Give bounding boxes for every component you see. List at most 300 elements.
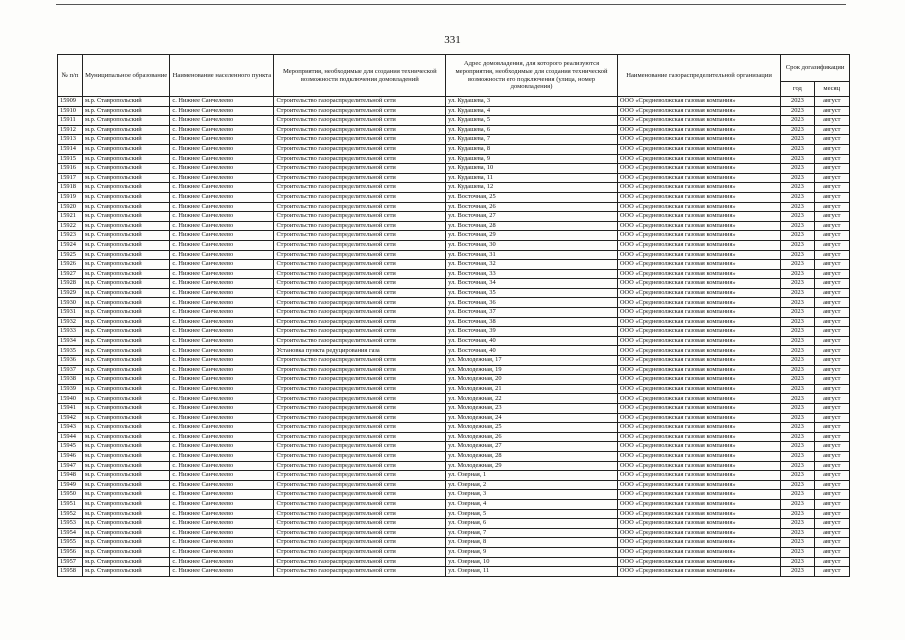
address-cell: ул. Озерная, 2 xyxy=(446,480,618,490)
table-row xyxy=(58,173,850,183)
table-row xyxy=(58,538,850,548)
settlement-cell: с. Нижнее Санчелеево xyxy=(170,538,274,548)
year-cell: 2023 xyxy=(781,413,814,423)
year-cell: 2023 xyxy=(781,499,814,509)
year-cell: 2023 xyxy=(781,557,814,567)
address-cell: ул. Восточная, 40 xyxy=(446,336,618,346)
measure-cell: Строительство газораспределительной сети xyxy=(274,547,446,557)
organization-cell: ООО «Средневолжская газовая компания» xyxy=(617,202,780,212)
address-cell: ул. Молодежная, 29 xyxy=(446,461,618,471)
month-cell: август xyxy=(814,125,849,135)
municipality-cell: м.р. Ставропольский xyxy=(82,116,169,126)
header-num: № п/п xyxy=(58,55,83,97)
table-row xyxy=(58,135,850,145)
table-row xyxy=(58,279,850,289)
year-cell: 2023 xyxy=(781,356,814,366)
measure-cell: Строительство газораспределительной сети xyxy=(274,413,446,423)
organization-cell: ООО «Средневолжская газовая компания» xyxy=(617,490,780,500)
settlement-cell: с. Нижнее Санчелеево xyxy=(170,202,274,212)
measure-cell: Строительство газораспределительной сети xyxy=(274,423,446,433)
measure-cell: Строительство газораспределительной сети xyxy=(274,567,446,577)
municipality-cell: м.р. Ставропольский xyxy=(82,538,169,548)
month-cell: август xyxy=(814,547,849,557)
row-number: 15920 xyxy=(58,202,83,212)
organization-cell: ООО «Средневолжская газовая компания» xyxy=(617,346,780,356)
month-cell: август xyxy=(814,461,849,471)
address-cell: ул. Озерная, 9 xyxy=(446,547,618,557)
address-cell: ул. Озерная, 7 xyxy=(446,528,618,538)
year-cell: 2023 xyxy=(781,202,814,212)
table-row xyxy=(58,528,850,538)
year-cell: 2023 xyxy=(781,490,814,500)
address-cell: ул. Молодежная, 19 xyxy=(446,365,618,375)
municipality-cell: м.р. Ставропольский xyxy=(82,365,169,375)
address-cell: ул. Восточная, 26 xyxy=(446,202,618,212)
settlement-cell: с. Нижнее Санчелеево xyxy=(170,260,274,270)
table-row xyxy=(58,221,850,231)
year-cell: 2023 xyxy=(781,384,814,394)
table-row xyxy=(58,154,850,164)
month-cell: август xyxy=(814,432,849,442)
row-number: 15935 xyxy=(58,346,83,356)
row-number: 15949 xyxy=(58,480,83,490)
settlement-cell: с. Нижнее Санчелеево xyxy=(170,404,274,414)
measure-cell: Строительство газораспределительной сети xyxy=(274,279,446,289)
measure-cell: Строительство газораспределительной сети xyxy=(274,173,446,183)
row-number: 15938 xyxy=(58,375,83,385)
table-row xyxy=(58,356,850,366)
organization-cell: ООО «Средневолжская газовая компания» xyxy=(617,279,780,289)
measure-cell: Строительство газораспределительной сети xyxy=(274,288,446,298)
year-cell: 2023 xyxy=(781,260,814,270)
organization-cell: ООО «Средневолжская газовая компания» xyxy=(617,183,780,193)
table-row xyxy=(58,365,850,375)
settlement-cell: с. Нижнее Санчелеево xyxy=(170,308,274,318)
table-row xyxy=(58,183,850,193)
year-cell: 2023 xyxy=(781,135,814,145)
municipality-cell: м.р. Ставропольский xyxy=(82,317,169,327)
month-cell: август xyxy=(814,557,849,567)
settlement-cell: с. Нижнее Санчелеево xyxy=(170,279,274,289)
row-number: 15917 xyxy=(58,173,83,183)
municipality-cell: м.р. Ставропольский xyxy=(82,375,169,385)
settlement-cell: с. Нижнее Санчелеево xyxy=(170,183,274,193)
address-cell: ул. Восточная, 30 xyxy=(446,240,618,250)
municipality-cell: м.р. Ставропольский xyxy=(82,164,169,174)
municipality-cell: м.р. Ставропольский xyxy=(82,144,169,154)
settlement-cell: с. Нижнее Санчелеево xyxy=(170,471,274,481)
measure-cell: Строительство газораспределительной сети xyxy=(274,356,446,366)
table-row xyxy=(58,308,850,318)
row-number: 15914 xyxy=(58,144,83,154)
organization-cell: ООО «Средневолжская газовая компания» xyxy=(617,356,780,366)
table-row xyxy=(58,97,850,107)
address-cell: ул. Озерная, 6 xyxy=(446,519,618,529)
municipality-cell: м.р. Ставропольский xyxy=(82,279,169,289)
measure-cell: Строительство газораспределительной сети xyxy=(274,327,446,337)
row-number: 15916 xyxy=(58,164,83,174)
settlement-cell: с. Нижнее Санчелеево xyxy=(170,519,274,529)
measure-cell: Строительство газораспределительной сети xyxy=(274,509,446,519)
month-cell: август xyxy=(814,356,849,366)
municipality-cell: м.р. Ставропольский xyxy=(82,509,169,519)
month-cell: август xyxy=(814,394,849,404)
organization-cell: ООО «Средневолжская газовая компания» xyxy=(617,260,780,270)
measure-cell: Строительство газораспределительной сети xyxy=(274,240,446,250)
table-row xyxy=(58,298,850,308)
address-cell: ул. Озерная, 1 xyxy=(446,471,618,481)
municipality-cell: м.р. Ставропольский xyxy=(82,125,169,135)
month-cell: август xyxy=(814,480,849,490)
municipality-cell: м.р. Ставропольский xyxy=(82,423,169,433)
row-number: 15944 xyxy=(58,432,83,442)
measure-cell: Строительство газораспределительной сети xyxy=(274,519,446,529)
header-measures: Мероприятия, необходимые для создания технической возможности подключения домовладений xyxy=(274,55,446,97)
year-cell: 2023 xyxy=(781,538,814,548)
municipality-cell: м.р. Ставропольский xyxy=(82,173,169,183)
month-cell: август xyxy=(814,231,849,241)
settlement-cell: с. Нижнее Санчелеево xyxy=(170,442,274,452)
municipality-cell: м.р. Ставропольский xyxy=(82,269,169,279)
table-row xyxy=(58,471,850,481)
address-cell: ул. Восточная, 37 xyxy=(446,308,618,318)
municipality-cell: м.р. Ставропольский xyxy=(82,528,169,538)
row-number: 15939 xyxy=(58,384,83,394)
row-number: 15925 xyxy=(58,250,83,260)
month-cell: август xyxy=(814,298,849,308)
organization-cell: ООО «Средневолжская газовая компания» xyxy=(617,327,780,337)
row-number: 15955 xyxy=(58,538,83,548)
organization-cell: ООО «Средневолжская газовая компания» xyxy=(617,288,780,298)
address-cell: ул. Молодежная, 24 xyxy=(446,413,618,423)
measure-cell: Строительство газораспределительной сети xyxy=(274,308,446,318)
month-cell: август xyxy=(814,499,849,509)
address-cell: ул. Кудашева, 3 xyxy=(446,97,618,107)
row-number: 15954 xyxy=(58,528,83,538)
month-cell: август xyxy=(814,327,849,337)
organization-cell: ООО «Средневолжская газовая компания» xyxy=(617,308,780,318)
row-number: 15931 xyxy=(58,308,83,318)
month-cell: август xyxy=(814,384,849,394)
municipality-cell: м.р. Ставропольский xyxy=(82,404,169,414)
year-cell: 2023 xyxy=(781,528,814,538)
settlement-cell: с. Нижнее Санчелеево xyxy=(170,356,274,366)
address-cell: ул. Восточная, 39 xyxy=(446,327,618,337)
measure-cell: Строительство газораспределительной сети xyxy=(274,154,446,164)
table-row xyxy=(58,202,850,212)
settlement-cell: с. Нижнее Санчелеево xyxy=(170,154,274,164)
year-cell: 2023 xyxy=(781,279,814,289)
municipality-cell: м.р. Ставропольский xyxy=(82,106,169,116)
header-settlement: Наименование населенного пункта xyxy=(170,55,274,97)
year-cell: 2023 xyxy=(781,288,814,298)
measure-cell: Строительство газораспределительной сети xyxy=(274,231,446,241)
measure-cell: Строительство газораспределительной сети xyxy=(274,260,446,270)
settlement-cell: с. Нижнее Санчелеево xyxy=(170,499,274,509)
month-cell: август xyxy=(814,423,849,433)
row-number: 15934 xyxy=(58,336,83,346)
settlement-cell: с. Нижнее Санчелеево xyxy=(170,116,274,126)
address-cell: ул. Озерная, 11 xyxy=(446,567,618,577)
measure-cell: Строительство газораспределительной сети xyxy=(274,202,446,212)
row-number: 15948 xyxy=(58,471,83,481)
year-cell: 2023 xyxy=(781,327,814,337)
month-cell: август xyxy=(814,269,849,279)
year-cell: 2023 xyxy=(781,231,814,241)
year-cell: 2023 xyxy=(781,461,814,471)
organization-cell: ООО «Средневолжская газовая компания» xyxy=(617,480,780,490)
organization-cell: ООО «Средневолжская газовая компания» xyxy=(617,404,780,414)
organization-cell: ООО «Средневолжская газовая компания» xyxy=(617,519,780,529)
municipality-cell: м.р. Ставропольский xyxy=(82,346,169,356)
table-row xyxy=(58,240,850,250)
header-address: Адрес домовладения, для которого реализуются мероприятия, необходимые для создания технической возможности его подключения (улица, номер домовладения) xyxy=(446,55,618,97)
settlement-cell: с. Нижнее Санчелеево xyxy=(170,164,274,174)
month-cell: август xyxy=(814,336,849,346)
row-number: 15913 xyxy=(58,135,83,145)
settlement-cell: с. Нижнее Санчелеево xyxy=(170,97,274,107)
municipality-cell: м.р. Ставропольский xyxy=(82,288,169,298)
month-cell: август xyxy=(814,451,849,461)
table-row xyxy=(58,394,850,404)
settlement-cell: с. Нижнее Санчелеево xyxy=(170,221,274,231)
municipality-cell: м.р. Ставропольский xyxy=(82,260,169,270)
settlement-cell: с. Нижнее Санчелеево xyxy=(170,567,274,577)
measure-cell: Строительство газораспределительной сети xyxy=(274,471,446,481)
month-cell: август xyxy=(814,519,849,529)
year-cell: 2023 xyxy=(781,183,814,193)
measure-cell: Установка пункта редуцирования газа xyxy=(274,346,446,356)
organization-cell: ООО «Средневолжская газовая компания» xyxy=(617,538,780,548)
year-cell: 2023 xyxy=(781,212,814,222)
organization-cell: ООО «Средневолжская газовая компания» xyxy=(617,432,780,442)
settlement-cell: с. Нижнее Санчелеево xyxy=(170,327,274,337)
year-cell: 2023 xyxy=(781,442,814,452)
settlement-cell: с. Нижнее Санчелеево xyxy=(170,173,274,183)
organization-cell: ООО «Средневолжская газовая компания» xyxy=(617,164,780,174)
table-row xyxy=(58,490,850,500)
month-cell: август xyxy=(814,279,849,289)
organization-cell: ООО «Средневолжская газовая компания» xyxy=(617,154,780,164)
municipality-cell: м.р. Ставропольский xyxy=(82,183,169,193)
municipality-cell: м.р. Ставропольский xyxy=(82,202,169,212)
row-number: 15946 xyxy=(58,451,83,461)
municipality-cell: м.р. Ставропольский xyxy=(82,557,169,567)
month-cell: август xyxy=(814,308,849,318)
row-number: 15929 xyxy=(58,288,83,298)
row-number: 15915 xyxy=(58,154,83,164)
address-cell: ул. Восточная, 33 xyxy=(446,269,618,279)
month-cell: август xyxy=(814,260,849,270)
municipality-cell: м.р. Ставропольский xyxy=(82,135,169,145)
address-cell: ул. Озерная, 4 xyxy=(446,499,618,509)
month-cell: август xyxy=(814,528,849,538)
address-cell: ул. Молодежная, 25 xyxy=(446,423,618,433)
address-cell: ул. Кудашева, 5 xyxy=(446,116,618,126)
organization-cell: ООО «Средневолжская газовая компания» xyxy=(617,317,780,327)
address-cell: ул. Восточная, 25 xyxy=(446,192,618,202)
address-cell: ул. Кудашева, 11 xyxy=(446,173,618,183)
month-cell: август xyxy=(814,202,849,212)
month-cell: август xyxy=(814,471,849,481)
municipality-cell: м.р. Ставропольский xyxy=(82,327,169,337)
row-number: 15945 xyxy=(58,442,83,452)
measure-cell: Строительство газораспределительной сети xyxy=(274,221,446,231)
organization-cell: ООО «Средневолжская газовая компания» xyxy=(617,116,780,126)
municipality-cell: м.р. Ставропольский xyxy=(82,308,169,318)
table-row xyxy=(58,327,850,337)
organization-cell: ООО «Средневолжская газовая компания» xyxy=(617,269,780,279)
organization-cell: ООО «Средневолжская газовая компания» xyxy=(617,413,780,423)
organization-cell: ООО «Средневолжская газовая компания» xyxy=(617,212,780,222)
table-row xyxy=(58,519,850,529)
row-number: 15928 xyxy=(58,279,83,289)
address-cell: ул. Озерная, 3 xyxy=(446,490,618,500)
settlement-cell: с. Нижнее Санчелеево xyxy=(170,557,274,567)
settlement-cell: с. Нижнее Санчелеево xyxy=(170,192,274,202)
organization-cell: ООО «Средневолжская газовая компания» xyxy=(617,365,780,375)
year-cell: 2023 xyxy=(781,116,814,126)
measure-cell: Строительство газораспределительной сети xyxy=(274,116,446,126)
month-cell: август xyxy=(814,183,849,193)
year-cell: 2023 xyxy=(781,125,814,135)
row-number: 15926 xyxy=(58,260,83,270)
organization-cell: ООО «Средневолжская газовая компания» xyxy=(617,192,780,202)
table-row xyxy=(58,346,850,356)
settlement-cell: с. Нижнее Санчелеево xyxy=(170,269,274,279)
address-cell: ул. Кудашева, 12 xyxy=(446,183,618,193)
address-cell: ул. Кудашева, 4 xyxy=(446,106,618,116)
table-row xyxy=(58,567,850,577)
row-number: 15933 xyxy=(58,327,83,337)
municipality-cell: м.р. Ставропольский xyxy=(82,394,169,404)
organization-cell: ООО «Средневолжская газовая компания» xyxy=(617,298,780,308)
organization-cell: ООО «Средневолжская газовая компания» xyxy=(617,231,780,241)
month-cell: август xyxy=(814,97,849,107)
settlement-cell: с. Нижнее Санчелеево xyxy=(170,384,274,394)
settlement-cell: с. Нижнее Санчелеево xyxy=(170,231,274,241)
municipality-cell: м.р. Ставропольский xyxy=(82,336,169,346)
year-cell: 2023 xyxy=(781,547,814,557)
year-cell: 2023 xyxy=(781,336,814,346)
organization-cell: ООО «Средневолжская газовая компания» xyxy=(617,173,780,183)
municipality-cell: м.р. Ставропольский xyxy=(82,192,169,202)
municipality-cell: м.р. Ставропольский xyxy=(82,298,169,308)
month-cell: август xyxy=(814,413,849,423)
organization-cell: ООО «Средневолжская газовая компания» xyxy=(617,461,780,471)
settlement-cell: с. Нижнее Санчелеево xyxy=(170,212,274,222)
settlement-cell: с. Нижнее Санчелеево xyxy=(170,413,274,423)
settlement-cell: с. Нижнее Санчелеево xyxy=(170,528,274,538)
organization-cell: ООО «Средневолжская газовая компания» xyxy=(617,384,780,394)
settlement-cell: с. Нижнее Санчелеево xyxy=(170,451,274,461)
settlement-cell: с. Нижнее Санчелеево xyxy=(170,365,274,375)
organization-cell: ООО «Средневолжская газовая компания» xyxy=(617,423,780,433)
address-cell: ул. Озерная, 8 xyxy=(446,538,618,548)
address-cell: ул. Кудашева, 10 xyxy=(446,164,618,174)
settlement-cell: с. Нижнее Санчелеево xyxy=(170,432,274,442)
month-cell: август xyxy=(814,509,849,519)
table-row xyxy=(58,260,850,270)
municipality-cell: м.р. Ставропольский xyxy=(82,480,169,490)
row-number: 15937 xyxy=(58,365,83,375)
organization-cell: ООО «Средневолжская газовая компания» xyxy=(617,221,780,231)
municipality-cell: м.р. Ставропольский xyxy=(82,519,169,529)
address-cell: ул. Озерная, 5 xyxy=(446,509,618,519)
month-cell: август xyxy=(814,173,849,183)
address-cell: ул. Восточная, 31 xyxy=(446,250,618,260)
row-number: 15911 xyxy=(58,116,83,126)
row-number: 15936 xyxy=(58,356,83,366)
organization-cell: ООО «Средневолжская газовая компания» xyxy=(617,106,780,116)
organization-cell: ООО «Средневолжская газовая компания» xyxy=(617,471,780,481)
year-cell: 2023 xyxy=(781,298,814,308)
row-number: 15956 xyxy=(58,547,83,557)
year-cell: 2023 xyxy=(781,423,814,433)
month-cell: август xyxy=(814,212,849,222)
header-organization: Наименование газораспределительной организации xyxy=(617,55,780,97)
measure-cell: Строительство газораспределительной сети xyxy=(274,125,446,135)
organization-cell: ООО «Средневолжская газовая компания» xyxy=(617,509,780,519)
year-cell: 2023 xyxy=(781,240,814,250)
settlement-cell: с. Нижнее Санчелеево xyxy=(170,106,274,116)
year-cell: 2023 xyxy=(781,365,814,375)
row-number: 15930 xyxy=(58,298,83,308)
measure-cell: Строительство газораспределительной сети xyxy=(274,480,446,490)
settlement-cell: с. Нижнее Санчелеево xyxy=(170,480,274,490)
table-row xyxy=(58,269,850,279)
row-number: 15942 xyxy=(58,413,83,423)
page-number: 331 xyxy=(444,34,461,46)
row-number: 15921 xyxy=(58,212,83,222)
table-row xyxy=(58,106,850,116)
table-row xyxy=(58,336,850,346)
table-row xyxy=(58,509,850,519)
month-cell: август xyxy=(814,154,849,164)
measure-cell: Строительство газораспределительной сети xyxy=(274,183,446,193)
measure-cell: Строительство газораспределительной сети xyxy=(274,298,446,308)
year-cell: 2023 xyxy=(781,567,814,577)
row-number: 15910 xyxy=(58,106,83,116)
measure-cell: Строительство газораспределительной сети xyxy=(274,135,446,145)
row-number: 15924 xyxy=(58,240,83,250)
month-cell: август xyxy=(814,404,849,414)
year-cell: 2023 xyxy=(781,519,814,529)
table-row xyxy=(58,164,850,174)
table-row xyxy=(58,547,850,557)
month-cell: август xyxy=(814,240,849,250)
year-cell: 2023 xyxy=(781,471,814,481)
year-cell: 2023 xyxy=(781,346,814,356)
year-cell: 2023 xyxy=(781,269,814,279)
municipality-cell: м.р. Ставропольский xyxy=(82,231,169,241)
row-number: 15918 xyxy=(58,183,83,193)
measure-cell: Строительство газораспределительной сети xyxy=(274,250,446,260)
table-body xyxy=(58,97,850,577)
month-cell: август xyxy=(814,346,849,356)
address-cell: ул. Кудашева, 8 xyxy=(446,144,618,154)
measure-cell: Строительство газораспределительной сети xyxy=(274,432,446,442)
year-cell: 2023 xyxy=(781,154,814,164)
month-cell: август xyxy=(814,250,849,260)
table-row xyxy=(58,144,850,154)
address-cell: ул. Кудашева, 7 xyxy=(446,135,618,145)
municipality-cell: м.р. Ставропольский xyxy=(82,212,169,222)
settlement-cell: с. Нижнее Санчелеево xyxy=(170,288,274,298)
year-cell: 2023 xyxy=(781,192,814,202)
organization-cell: ООО «Средневолжская газовая компания» xyxy=(617,451,780,461)
address-cell: ул. Молодежная, 28 xyxy=(446,451,618,461)
